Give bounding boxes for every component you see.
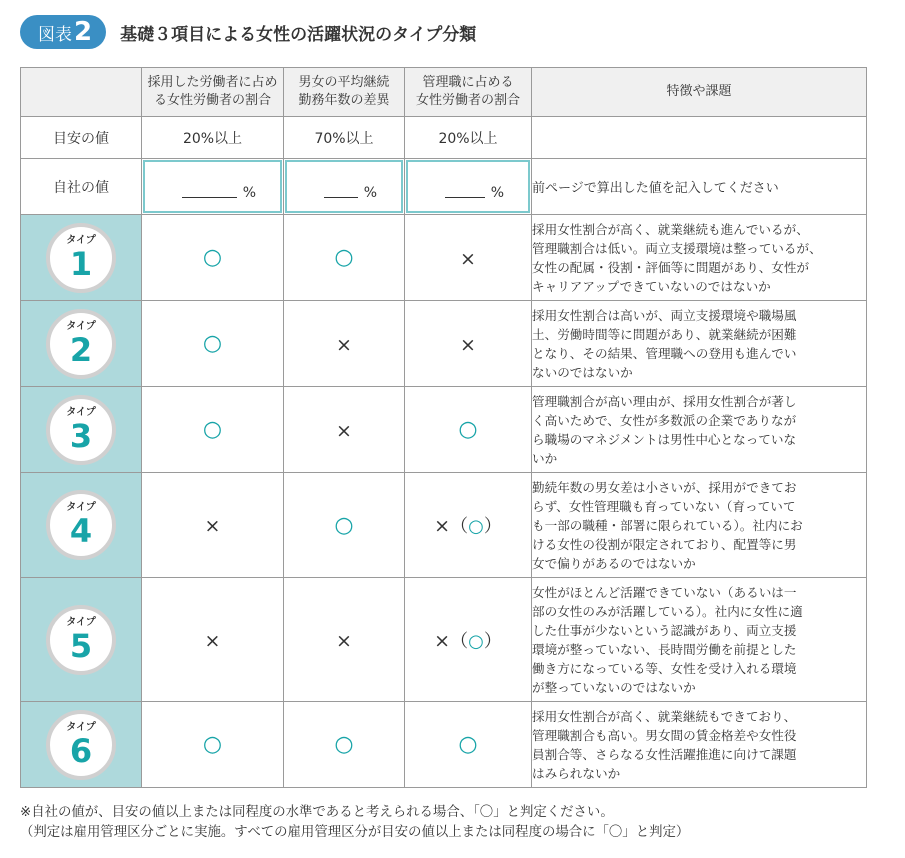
type-description: 勤続年数の男女差は小さいが、採用ができてお らず、女性管理職も育っていない（育っていて も一部の職種・部署に限られている）。社内にお ける女性の役割が限定されており、配置等に男 女で偏りがあるのではないか: [532, 473, 867, 578]
type-description: 採用女性割合が高く、就業継続もできており、 管理職割合も高い。男女間の賃金格差や女性役 員割合等、さらなる女性活躍推進に向けて課題 はみられないか: [532, 702, 867, 788]
type-row: [21, 387, 867, 473]
type-label-cell: [21, 387, 142, 473]
own-row-note: 前ページで算出した値を記入してください: [532, 159, 867, 215]
type-badge: タイプ 1: [46, 223, 116, 293]
own-value-input-2[interactable]: [284, 159, 405, 215]
mark-3: ○: [405, 387, 532, 473]
type-label-cell: [21, 215, 142, 301]
own-value-row: [21, 159, 867, 215]
type-row: [21, 473, 867, 578]
header-col-female-manager-ratio: 管理職に占める 女性労働者の割合: [405, 68, 532, 117]
type-number: 4: [69, 512, 93, 550]
figure-title-row: [20, 14, 476, 50]
percent-unit: %: [490, 185, 504, 201]
type-description: 採用女性割合は高いが、両立支援環境や職場風 土、労働時間等に問題があり、就業継続が困難 となり、その結果、管理職への登用も進んでい ないのではないか: [532, 301, 867, 387]
type-badge: タイプ 3: [46, 395, 116, 465]
target-value-2: 70%以上: [284, 117, 405, 159]
type-label-cell: [21, 702, 142, 788]
type-number: 5: [69, 626, 93, 665]
target-row: [21, 117, 867, 159]
percent-unit: %: [242, 185, 256, 201]
type-row: [21, 215, 867, 301]
mark-3: ×（○）: [405, 578, 532, 702]
mark-2: ○: [284, 702, 405, 788]
type-row: [21, 301, 867, 387]
mark-1: ○: [142, 301, 284, 387]
mark-3: ×（○）: [405, 473, 532, 578]
type-badge: タイプ 2: [46, 309, 116, 379]
type-number: 2: [69, 330, 93, 369]
type-badge: タイプ 4: [46, 490, 116, 560]
type-label-cell: [21, 473, 142, 578]
type-label-cell: [21, 578, 142, 702]
footnote: [20, 803, 689, 843]
percent-unit: %: [363, 185, 377, 201]
figure-number: 2: [74, 17, 93, 47]
type-number: 6: [69, 731, 93, 770]
own-value-input-1[interactable]: [142, 159, 284, 215]
target-row-label: 目安の値: [21, 117, 142, 159]
own-row-label: 自社の値: [21, 159, 142, 215]
target-value-3: 20%以上: [405, 117, 532, 159]
mark-1: ○: [142, 387, 284, 473]
mark-2: ×: [284, 301, 405, 387]
type-badge: タイプ 5: [46, 605, 116, 675]
header-col-tenure-gap: 男女の平均継続 勤務年数の差異: [284, 68, 405, 117]
mark-1: ○: [142, 215, 284, 301]
mark-1: ×: [142, 473, 284, 578]
type-row: [21, 578, 867, 702]
mark-3: ×: [405, 215, 532, 301]
header-corner: [21, 68, 142, 117]
mark-2: ○: [284, 215, 405, 301]
mark-2: ○: [284, 473, 405, 578]
type-description: 管理職割合が高い理由が、採用女性割合が著し く高いためで、女性が多数派の企業でありなが ら職場のマネジメントは男性中心となっていな いか: [532, 387, 867, 473]
mark-1: ×: [142, 578, 284, 702]
type-row: [21, 702, 867, 788]
type-description: 女性がほとんど活躍できていない（あるいは一 部の女性のみが活躍している）。社内に女性に適 した仕事が少ないという認識があり、両立支援 環境が整っていない、長時間労働を前提とした 働き方になっている等、女性を受け入れる環境 が整っていないのではないか: [532, 578, 867, 702]
mark-3: ×: [405, 301, 532, 387]
mark-1: ○: [142, 702, 284, 788]
header-col-female-hire-ratio: 採用した労働者に占め る女性労働者の割合: [142, 68, 284, 117]
header-row: [21, 68, 867, 117]
figure-badge: [20, 15, 106, 49]
type-classification-table: [20, 67, 867, 788]
type-badge: タイプ 6: [46, 710, 116, 780]
header-col-features: 特徴や課題: [532, 68, 867, 117]
mark-2: ×: [284, 578, 405, 702]
type-label-cell: [21, 301, 142, 387]
type-number: 3: [69, 416, 93, 455]
figure-label: 図表: [38, 25, 72, 45]
type-description: 採用女性割合が高く、就業継続も進んでいるが、 管理職割合は低い。両立支援環境は整っているが、 女性の配属・役割・評価等に問題があり、女性が キャリアアップできていないのではないか: [532, 215, 867, 301]
target-row-blank: [532, 117, 867, 159]
own-value-input-3[interactable]: [405, 159, 532, 215]
mark-2: ×: [284, 387, 405, 473]
mark-3: ○: [405, 702, 532, 788]
footnote-line-2: （判定は雇用管理区分ごとに実施。すべての雇用管理区分が目安の値以上または同程度の場合に「〇」と判定）: [20, 825, 690, 840]
target-value-1: 20%以上: [142, 117, 284, 159]
type-number: 1: [69, 244, 93, 283]
figure-title: 基礎３項目による女性の活躍状況のタイプ分類: [120, 24, 477, 45]
footnote-line-1: ※自社の値が、目安の値以上または同程度の水準であると考えられる場合、「〇」と判定ください。: [20, 805, 614, 820]
